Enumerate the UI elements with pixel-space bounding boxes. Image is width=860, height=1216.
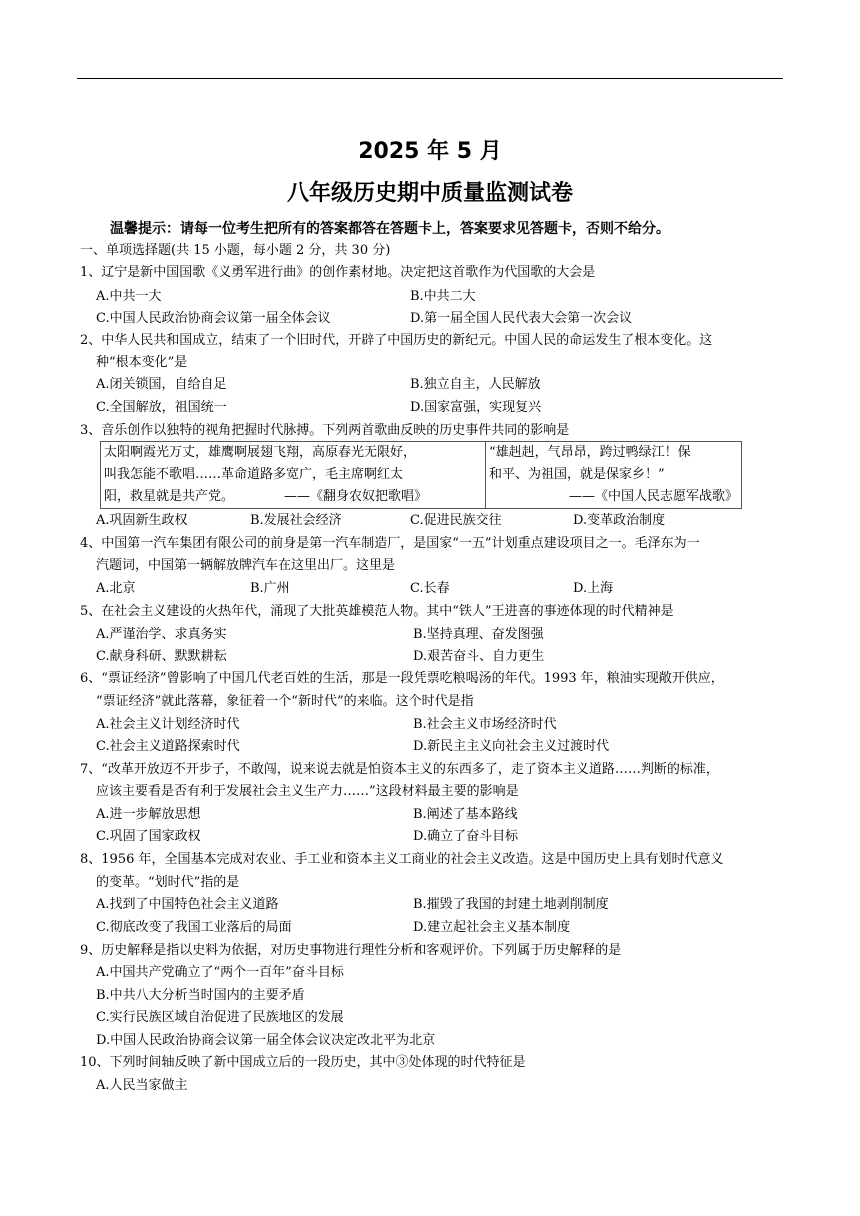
q7-option-b: B.阐述了基本路线 [413, 807, 518, 822]
question-3-stem: 3、音乐创作以独特的视角把握时代脉搏。下列两首歌曲反映的历史事件共同的影响是 [80, 423, 570, 438]
q2-option-d: D.国家富强，实现复兴 [410, 400, 542, 415]
lyrics-left-source: ——《翻身农奴把歌唱》 [284, 489, 428, 504]
q3-option-d: D.变革政治制度 [573, 513, 666, 528]
lyrics-left-cell [101, 442, 486, 509]
question-4-stem-cont: 汽题词，中国第一辆解放牌汽车在这里出厂。这里是 [96, 558, 396, 573]
lyrics-right-cell [486, 442, 742, 509]
q2-option-a: A.闭关锁国，自给自足 [96, 377, 227, 392]
q7-option-c: C.巩固了国家政权 [96, 829, 201, 844]
q6-option-c: C.社会主义道路探索时代 [96, 739, 240, 754]
q4-option-b: B.广州 [250, 581, 290, 596]
q4-option-a: A.北京 [96, 581, 136, 596]
question-6-stem-cont: “票证经济”就此落幕，象征着一个“新时代”的来临。这个时代是指 [96, 694, 474, 709]
question-8-stem: 8、1956 年，全国基本完成对农业、手工业和资本主义工商业的社会主义改造。这是中国历史上具有划时代意义 [80, 852, 724, 867]
question-10-stem: 10、下列时间轴反映了新中国成立后的一段历史，其中③处体现的时代特征是 [80, 1055, 526, 1070]
question-7-stem-cont: 应该主要看是否有利于发展社会主义生产力……”这段材料最主要的影响是 [96, 784, 519, 799]
q5-option-d: D.艰苦奋斗、自力更生 [413, 649, 545, 664]
q9-option-b: B.中共八大分析当时国内的主要矛盾 [96, 988, 305, 1003]
notice: 温馨提示：请每一位考生把所有的答案都答在答题卡上，答案要求见答题卡，否则不给分。 [110, 221, 670, 237]
q5-option-a: A.严谨治学、求真务实 [96, 627, 227, 642]
q7-option-d: D.确立了奋斗目标 [413, 829, 519, 844]
lyrics-left-line: 叫我怎能不歌唱……革命道路多宽广，毛主席啊红太 [104, 467, 404, 482]
song-lyrics-table [100, 441, 742, 509]
question-2-stem-cont: 种“根本变化”是 [96, 355, 188, 370]
question-4-stem: 4、中国第一汽车集团有限公司的前身是第一汽车制造厂，是国家“一五”计划重点建设项目之一。毛泽东为一 [80, 536, 700, 551]
q9-option-a: A.中国共产党确立了“两个一百年”奋斗目标 [96, 965, 344, 980]
q9-option-d: D.中国人民政治协商会议第一届全体会议决定改北平为北京 [96, 1033, 436, 1048]
q1-option-c: C.中国人民政治协商会议第一届全体会议 [96, 311, 331, 326]
q6-option-a: A.社会主义计划经济时代 [96, 717, 240, 732]
q9-option-c: C.实行民族区域自治促进了民族地区的发展 [96, 1010, 344, 1025]
q8-option-d: D.建立起社会主义基本制度 [413, 920, 571, 935]
q2-option-c: C.全国解放，祖国统一 [96, 400, 227, 415]
lyrics-right-line: 和平、为祖国，就是保家乡！” [489, 467, 665, 482]
section-heading: 一、单项选择题(共 15 小题，每小题 2 分，共 30 分) [80, 243, 391, 258]
question-2-stem: 2、中华人民共和国成立，结束了一个旧时代，开辟了中国历史的新纪元。中国人民的命运发生了根本变化。这 [80, 333, 713, 348]
lyrics-left-line: 阳，救星就是共产党。 [104, 489, 235, 504]
q6-option-b: B.社会主义市场经济时代 [413, 717, 557, 732]
question-9-stem: 9、历史解释是指以史料为依据，对历史事物进行理性分析和客观评价。下列属于历史解释的是 [80, 943, 622, 958]
q7-option-a: A.进一步解放思想 [96, 807, 201, 822]
q3-option-a: A.巩固新生政权 [96, 513, 188, 528]
q4-option-c: C.长春 [410, 581, 450, 596]
q4-option-d: D.上海 [573, 581, 614, 596]
question-5-stem: 5、在社会主义建设的火热年代，涌现了大批英雄模范人物。其中“铁人”王进喜的事迹体现的时代精神是 [80, 604, 674, 619]
q3-option-c: C.促进民族交往 [410, 513, 502, 528]
q6-option-d: D.新民主主义向社会主义过渡时代 [413, 739, 610, 754]
lyrics-left-line: 太阳啊霞光万丈，雄鹰啊展翅飞翔，高原春光无限好， [104, 445, 417, 460]
question-6-stem: 6、“票证经济”曾影响了中国几代老百姓的生活，那是一段凭票吃粮喝汤的年代。1993 年，粮油实现敞开供应， [80, 671, 724, 686]
q2-option-b: B.独立自主，人民解放 [410, 377, 541, 392]
exam-date: 2025 年 5 月 [358, 139, 502, 164]
q5-option-c: C.献身科研、默默耕耘 [96, 649, 227, 664]
q8-option-a: A.找到了中国特色社会主义道路 [96, 897, 279, 912]
q1-option-d: D.第一届全国人民代表大会第一次会议 [410, 311, 633, 326]
q5-option-b: B.坚持真理、奋发图强 [413, 627, 544, 642]
lyrics-right-line: “雄赳赳，气昂昂，跨过鸭绿江！保 [489, 445, 691, 460]
header-rule [77, 78, 783, 79]
question-7-stem: 7、“改革开放迈不开步子，不敢闯，说来说去就是怕资本主义的东西多了，走了资本主义道路……判断的标准， [80, 762, 719, 777]
q8-option-b: B.摧毁了我国的封建土地剥削制度 [413, 897, 609, 912]
lyrics-right-source: ——《中国人民志愿军战歌》 [568, 489, 738, 504]
q8-option-c: C.彻底改变了我国工业落后的局面 [96, 920, 292, 935]
q3-option-b: B.发展社会经济 [250, 513, 342, 528]
question-1-stem: 1、辽宁是新中国国歌《义勇军进行曲》的创作素材地。决定把这首歌作为代国歌的大会是 [80, 265, 596, 280]
exam-title: 八年级历史期中质量监测试卷 [286, 181, 573, 206]
question-8-stem-cont: 的变革。“划时代”指的是 [96, 875, 240, 890]
q10-option-a: A.人民当家做主 [96, 1078, 188, 1093]
q1-option-a: A.中共一大 [96, 289, 162, 304]
q1-option-b: B.中共二大 [410, 289, 476, 304]
